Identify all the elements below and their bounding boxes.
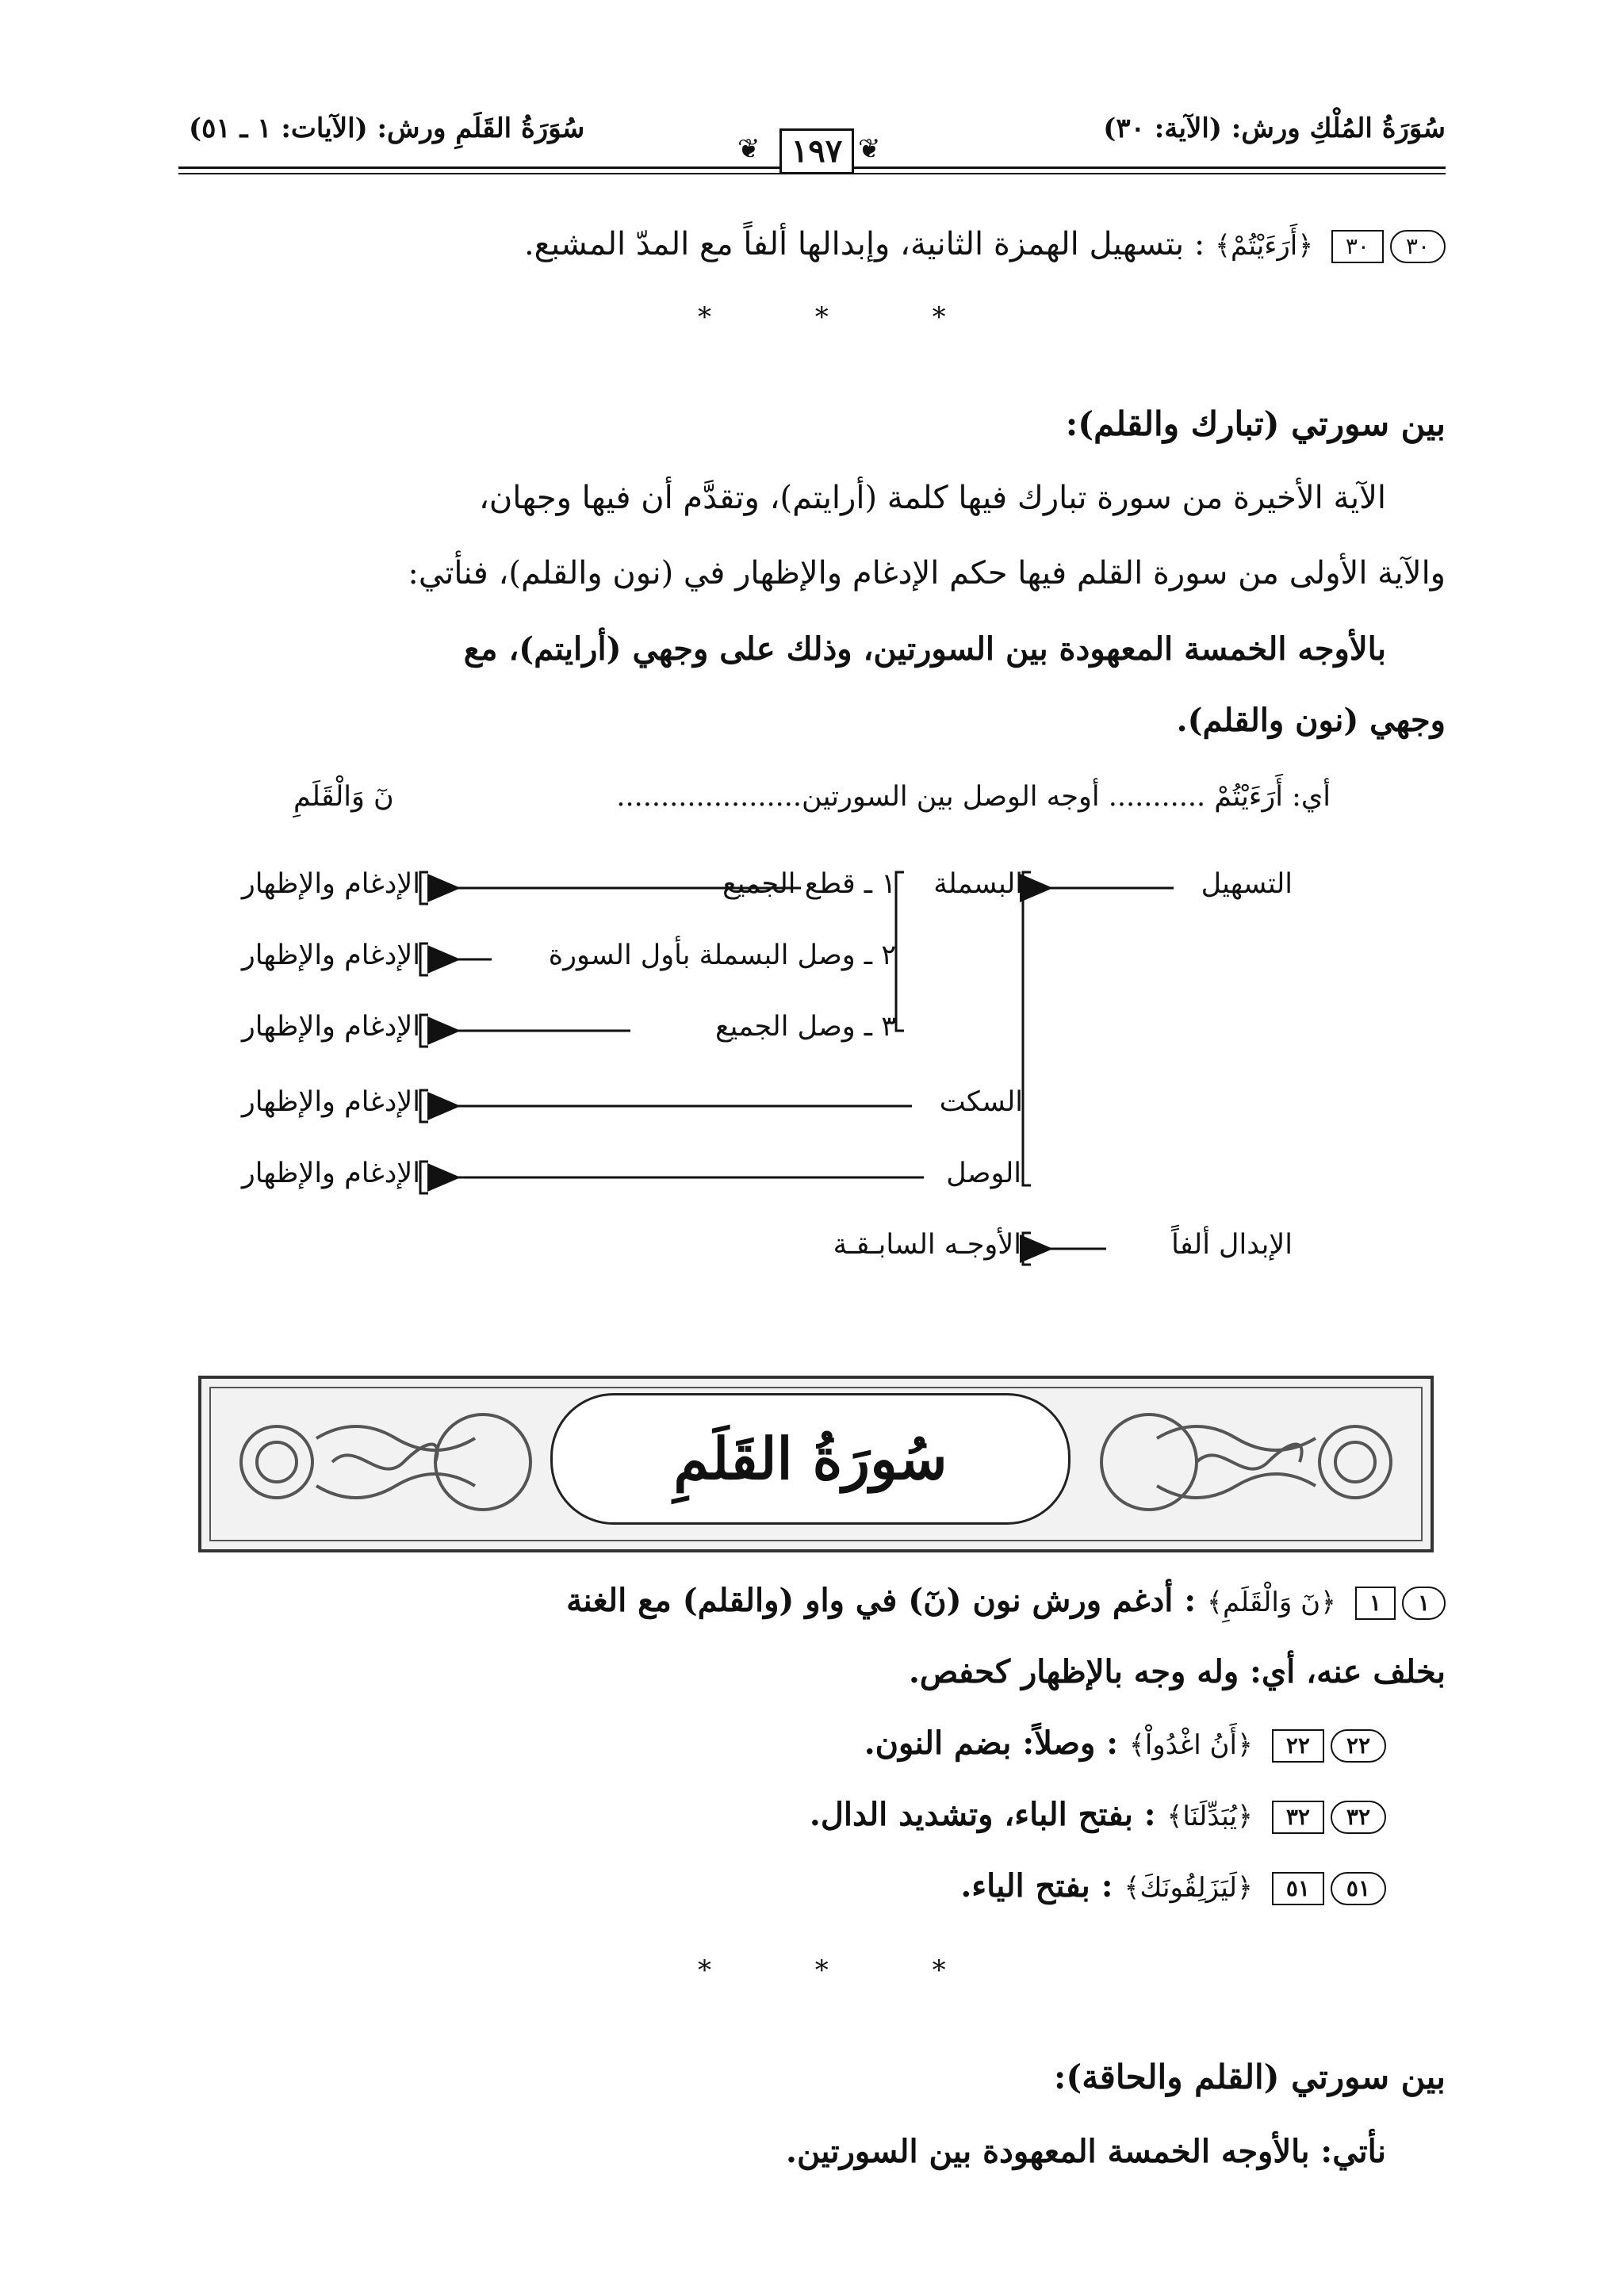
ayah-badge: ٣٢ — [1331, 1801, 1386, 1834]
note-1 — [566, 1582, 1446, 1620]
diagram-basmala: البسملة — [933, 868, 1023, 900]
quran-word: ﴿لَيَزَلِقُونَكَ﴾ — [1124, 1872, 1253, 1904]
stars-separator: * * * — [698, 1954, 994, 1986]
note-22 — [864, 1725, 1386, 1763]
ayah-badge: ٢٢ — [1331, 1729, 1386, 1763]
sura-banner — [198, 1376, 1434, 1552]
paragraph-line: بالأوجه الخمسة المعهودة بين السورتين، وذلك على وجهي (أرايتم)، مع — [463, 630, 1386, 668]
note-text: : وصلاً: بضم النون. — [864, 1725, 1118, 1762]
stars-separator: * * * — [698, 301, 994, 333]
diagram-result: الإدغام والإظهار — [241, 1011, 420, 1043]
diagram-previous: الأوجـه السابـقـة — [833, 1229, 1021, 1261]
note-1-continued: بخلف عنه، أي: وله وجه بالإظهار كحفص. — [908, 1653, 1446, 1690]
note-text: : بتسهيل الهمزة الثانية، وإبدالها ألفاً مع المدّ المشبع. — [523, 226, 1205, 262]
section-title: بين سورتي (تبارك والقلم): — [1065, 404, 1446, 443]
page-number: ١٩٧ — [779, 128, 854, 174]
diagram-option-3: ٣ ـ وصل الجميع — [715, 1011, 896, 1043]
diagram-header-sura: نٓ وَالْقَلَمِ — [293, 781, 394, 813]
paragraph-line: وجهي (نون والقلم). — [1176, 702, 1446, 739]
sura-title: سُورَةُ القَلَمِ — [673, 1425, 948, 1492]
ayah-box: ٣٢ — [1272, 1801, 1324, 1834]
note-text: : بفتح الباء، وتشديد الدال. — [809, 1796, 1156, 1833]
quran-word: ﴿يُبَدِّلَنَا﴾ — [1166, 1801, 1253, 1832]
ornament-left: ❦ — [737, 133, 760, 165]
quran-word: ﴿نٓ وَالْقَلَمِ﴾ — [1207, 1587, 1336, 1618]
diagram-result: الإدغام والإظهار — [241, 868, 420, 900]
header-left: سُوَرَةُ القَلَمِ ورش: (الآيات: ١ ـ ٥١) — [189, 113, 585, 144]
diagram-result: الإدغام والإظهار — [241, 940, 420, 971]
banner-ornament-left — [221, 1407, 538, 1518]
diagram-wasl: الوصل — [946, 1158, 1021, 1189]
sura-cartouche — [550, 1393, 1071, 1525]
ayah-box: ٥١ — [1272, 1872, 1324, 1905]
diagram-tasheel: التسهيل — [1201, 868, 1293, 900]
note-text: : أدغم ورش نون (نٓ) في واو (والقلم) مع الغنة — [566, 1582, 1197, 1619]
section-title: بين سورتي (القلم والحاقة): — [1053, 2058, 1446, 2096]
ayah-box: ٣٠ — [1331, 230, 1384, 263]
header-right: سُوَرَةُ المُلْكِ ورش: (الآية: ٣٠) — [1103, 113, 1446, 144]
note-text: : بفتح الياء. — [960, 1867, 1113, 1904]
diagram-result: الإدغام والإظهار — [241, 1158, 420, 1189]
quran-word: ﴿أَنُ اغْدُواْ﴾ — [1128, 1729, 1253, 1761]
banner-ornament-right — [1094, 1407, 1411, 1518]
diagram-header: أي: أَرَءَيْتُمْ ........... أوجه الوصل بين السورتين..................... — [616, 781, 1331, 813]
ayah-box: ١ — [1355, 1587, 1396, 1620]
diagram-option-1: ١ ـ قطع الجميع — [722, 868, 896, 900]
paragraph-line: الآية الأخيرة من سورة تبارك فيها كلمة (أرايتم)، وتقدَّم أن فيها وجهان، — [479, 480, 1386, 516]
diagram-ibdal: الإبدال ألفاً — [1171, 1229, 1293, 1261]
note-32 — [810, 1796, 1386, 1834]
ornament-right: ❦ — [858, 133, 881, 165]
diagram-result: الإدغام والإظهار — [241, 1086, 420, 1118]
ayah-badge: ٣٠ — [1390, 230, 1446, 263]
diagram-option-2: ٢ ـ وصل البسملة بأول السورة — [548, 940, 896, 971]
quran-word: ﴿أَرَءَيْتُمْ﴾ — [1215, 230, 1314, 262]
ayah-box: ٢٢ — [1272, 1729, 1324, 1763]
ayah-badge: ٥١ — [1331, 1872, 1386, 1905]
ayah-badge: ١ — [1402, 1587, 1446, 1620]
paragraph-line: والآية الأولى من سورة القلم فيها حكم الإدغام والإظهار في (نون والقلم)، فنأتي: — [408, 555, 1446, 591]
diagram-sakt: السكت — [939, 1086, 1023, 1118]
note-51 — [960, 1867, 1386, 1905]
paragraph-line: نأتي: بالأوجه الخمسة المعهودة بين السورتين. — [786, 2133, 1386, 2170]
